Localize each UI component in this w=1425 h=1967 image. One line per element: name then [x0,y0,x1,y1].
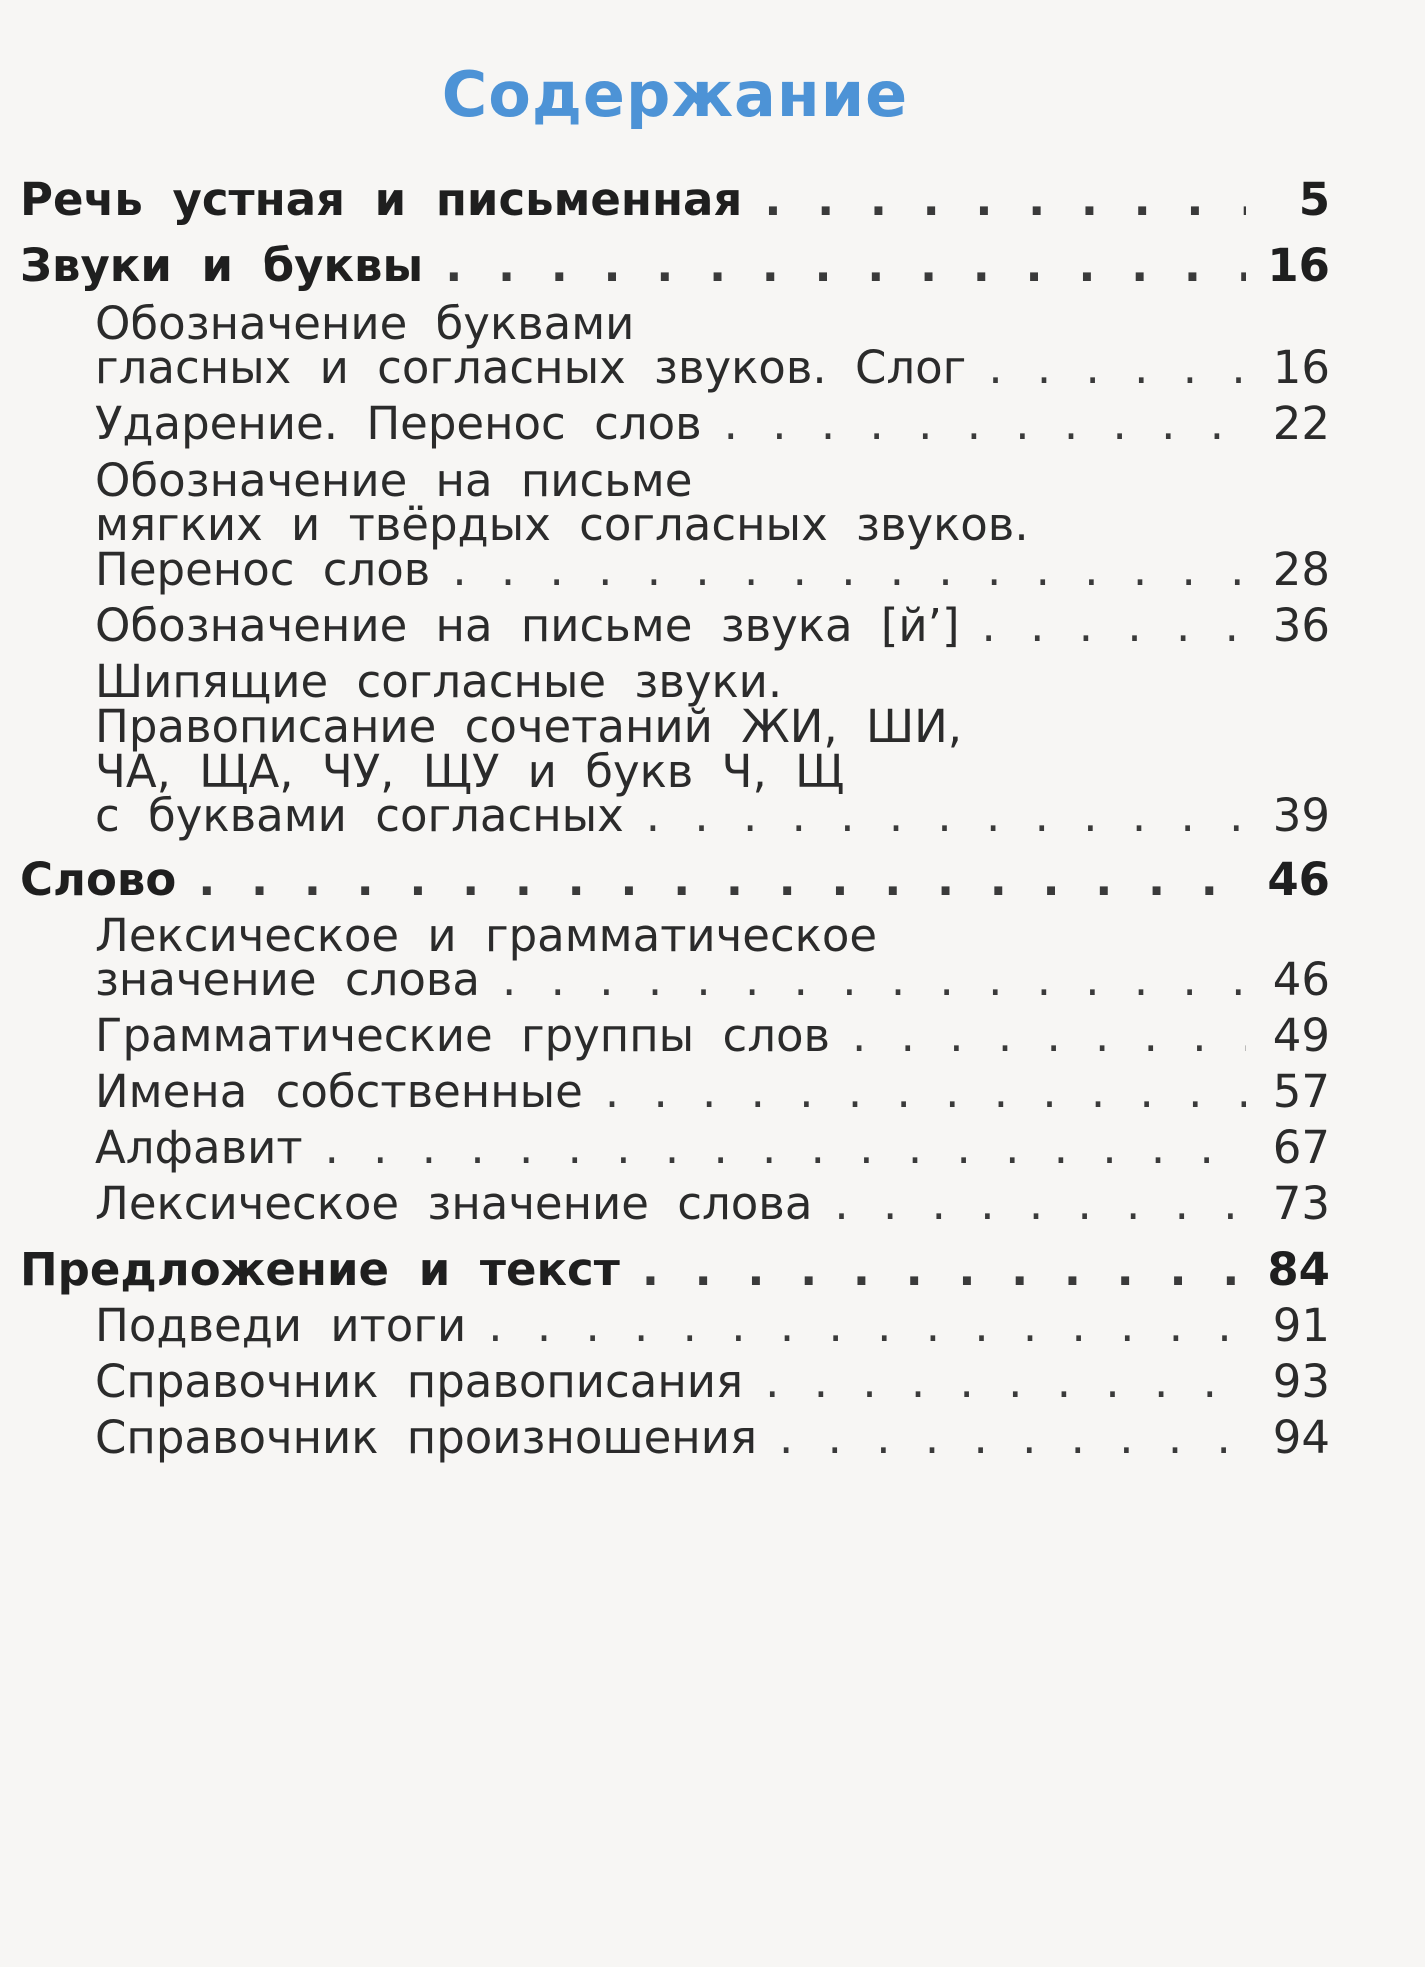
toc-leader-dots [988,338,1246,398]
toc-section [20,850,1330,910]
toc-entry-text: Звуки и буквы [20,239,424,292]
toc-entry-text: Обозначение буквами [95,297,635,350]
toc-page-number: 46 [1272,953,1330,1006]
toc-entry-text: с буквами согласных [95,789,624,842]
toc-leader-dots [502,950,1246,1010]
toc-page-number: 28 [1272,543,1330,596]
toc-page-number: 84 [1267,1243,1330,1296]
toc-entry-text: Лексическое значение слова [95,1177,813,1230]
toc-entry [95,1296,1330,1356]
toc-page-number: 39 [1272,789,1330,842]
toc-leader-dots [452,540,1246,600]
toc-page-number: 94 [1272,1411,1330,1464]
toc-leader-dots [764,170,1246,230]
toc-entry [95,1174,1330,1234]
toc-entry-text: гласных и согласных звуков. Слог [95,341,967,394]
toc-leader-dots [445,236,1246,296]
toc-entry-text: Имена собственные [95,1065,583,1118]
toc-entry [95,596,1330,656]
toc-entry-text: Обозначение на письме звука [й’] [95,599,960,652]
toc-entry [95,1352,1330,1412]
toc-entry-text: Речь устная и письменная [20,173,743,226]
toc-page-number: 46 [1267,853,1330,906]
toc-page-number: 22 [1272,397,1330,450]
toc-page-number: 91 [1272,1299,1330,1352]
toc-leader-dots [605,1062,1246,1122]
toc-entry-text: Правописание сочетаний ЖИ, ШИ, [95,700,963,753]
toc-entry-text: Справочник произношения [95,1411,758,1464]
toc-entry [95,1062,1330,1122]
toc-page-number: 16 [1267,239,1330,292]
toc-entry-text: Шипящие согласные звуки. [95,655,783,708]
toc-leader-dots [724,394,1246,454]
toc-entry-text: Слово [20,853,177,906]
toc-section [20,1240,1330,1300]
toc-page-number: 16 [1272,341,1330,394]
toc-page-number: 93 [1272,1355,1330,1408]
toc-leader-dots [325,1118,1246,1178]
toc-entry-text: ЧА, ЩА, ЧУ, ЩУ и букв Ч, Щ [95,745,845,798]
toc-entry [95,1006,1330,1066]
toc-leader-dots [982,596,1246,656]
toc-entry-text: Справочник правописания [95,1355,744,1408]
toc-entry [95,1118,1330,1178]
toc-entry-text: Предложение и текст [20,1243,620,1296]
toc-leader-dots [834,1174,1246,1234]
toc-entry [95,950,1330,1010]
toc-leader-dots [488,1296,1246,1356]
toc-entry [95,540,1330,600]
toc-entry-text: Грамматические группы слов [95,1009,831,1062]
toc-page-number: 67 [1272,1121,1330,1174]
toc-entry [95,786,1330,846]
toc-entry-text: Алфавит [95,1121,303,1174]
toc-entry-text: Обозначение на письме [95,454,693,507]
toc-entry-text: Подведи итоги [95,1299,467,1352]
toc-page-number: 36 [1272,599,1330,652]
toc-entry-text: мягких и твёрдых согласных звуков. [95,498,1029,551]
toc-section [20,236,1330,296]
toc-entry [95,1408,1330,1468]
toc-leader-dots [646,786,1246,846]
toc-entry [95,338,1330,398]
toc-section [20,170,1330,230]
toc-leader-dots [765,1352,1246,1412]
toc-page-number: 5 [1298,173,1330,226]
toc-entry-text: Ударение. Перенос слов [95,397,702,450]
toc-leader-dots [642,1240,1246,1300]
toc-leader-dots [852,1006,1246,1066]
toc-leader-dots [198,850,1246,910]
toc-page-number: 73 [1272,1177,1330,1230]
toc-entry-text: значение слова [95,953,480,1006]
toc-page-number: 57 [1272,1065,1330,1118]
toc-leader-dots [779,1408,1246,1468]
toc-page-number: 49 [1272,1009,1330,1062]
page-title: Содержание [441,58,909,131]
toc-entry-text: Лексическое и грамматическое [95,909,878,962]
toc-entry [95,394,1330,454]
toc-entry-text: Перенос слов [95,543,431,596]
